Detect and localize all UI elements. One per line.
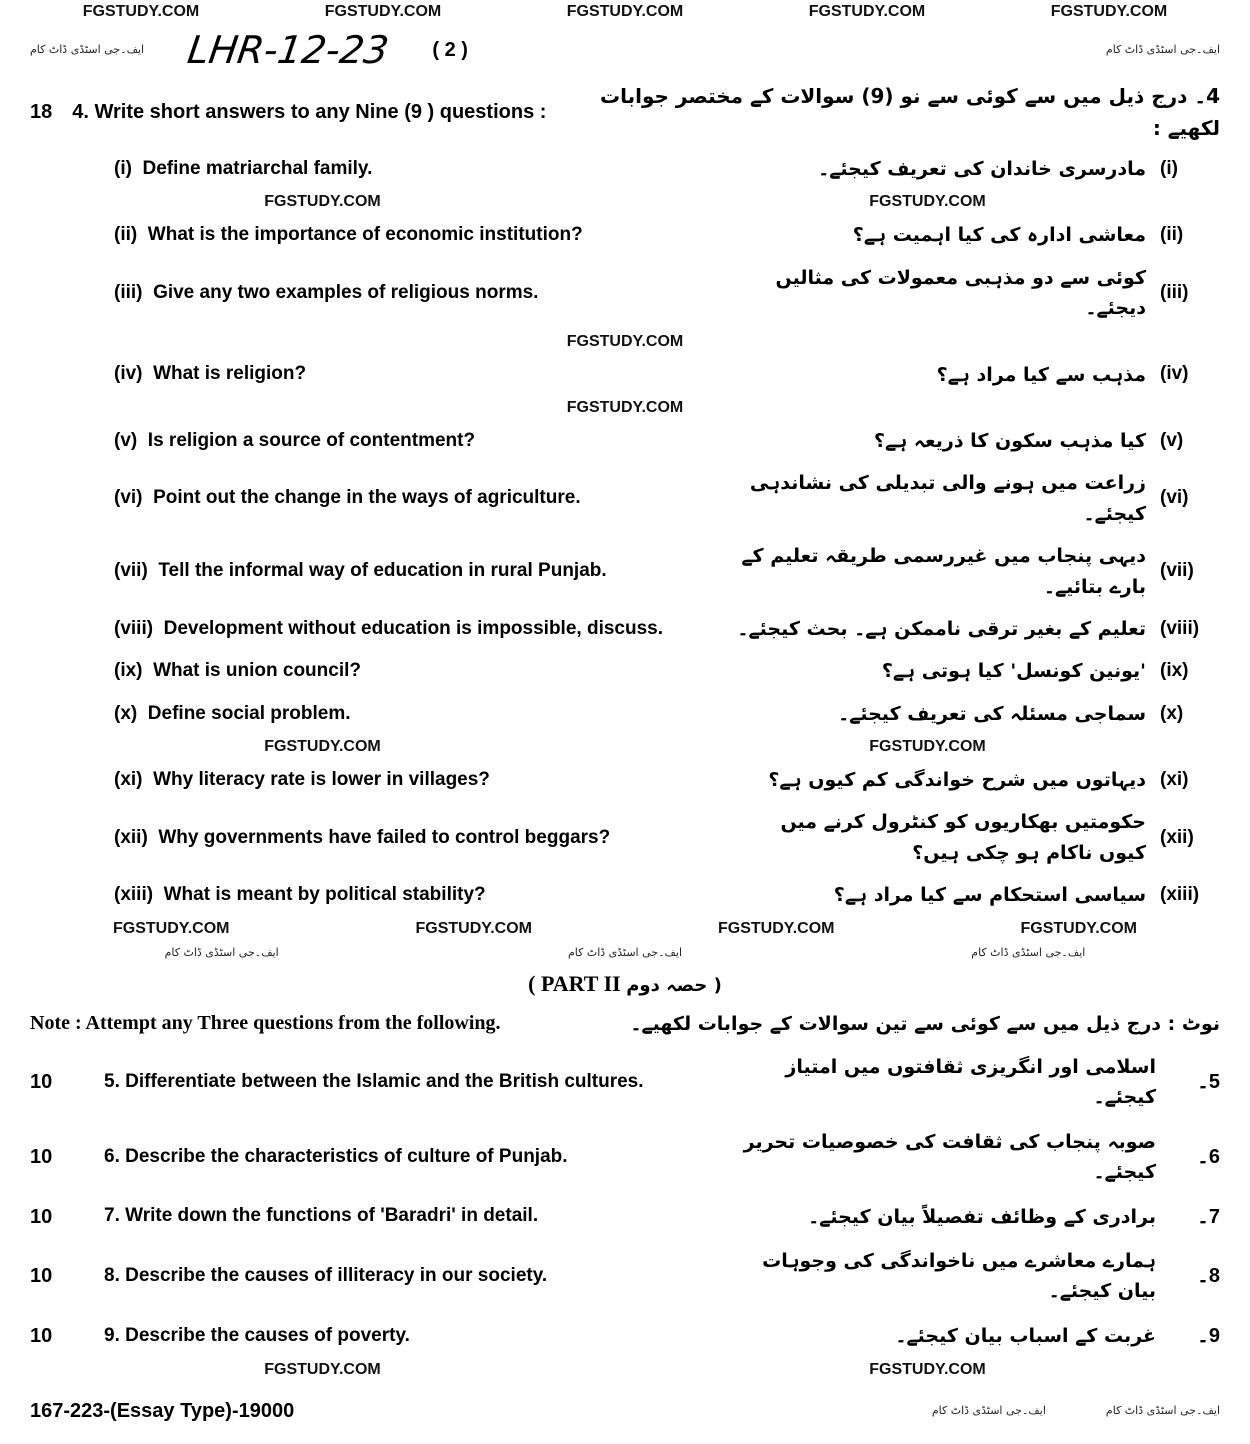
question-row (30, 462, 1220, 535)
long-question-en: 6. Describe the characteristics of culture of Punjab. (104, 1145, 568, 1167)
long-question-row (30, 1045, 1220, 1120)
question-ur: مذہب سے کیا مراد ہے؟ (936, 363, 1146, 386)
question-ur: دیہاتوں میں شرح خواندگی کم کیوں ہے؟ (768, 769, 1146, 792)
question-text: What is the importance of economic institution? (147, 224, 583, 246)
question-text: Development without education is impossible, discuss. (163, 617, 663, 639)
question-number-ur: (v) (1160, 429, 1184, 451)
long-question-en: 5. Differentiate between the Islamic and the British cultures. (104, 1071, 644, 1093)
question-ur: سیاسی استحکام سے کیا مراد ہے؟ (833, 884, 1146, 907)
long-question-row (30, 1195, 1220, 1239)
question-en (114, 157, 714, 182)
part2-note-ur: نوٹ : درج ذیل میں سے کوئی سے تین سوالات کے جوابات لکھیے۔ (630, 1012, 1220, 1035)
question-row (30, 801, 1220, 874)
question-en (114, 659, 714, 684)
section-instruction-en: 4. Write short answers to any Nine (9 ) questions : (72, 101, 547, 123)
watermark: FGSTUDY.COM (264, 738, 381, 756)
long-question-ur: برادری کے وظائف تفصیلاً بیان کیجئے۔ (808, 1205, 1156, 1228)
long-question-ur: صوبہ پنجاب کی ثقافت کی خصوصیات تحریر کیجئے۔ (743, 1130, 1156, 1184)
watermark: FGSTUDY.COM (566, 332, 684, 350)
header (30, 24, 1220, 76)
question-number: (x) (114, 702, 138, 724)
question-text: Tell the informal way of education in rural Punjab. (158, 560, 607, 582)
question-row (30, 874, 1220, 916)
watermark: FGSTUDY.COM (808, 3, 926, 20)
question-ur: زراعت میں ہونے والی تبدیلی کی نشاندہی کیجئے۔ (749, 472, 1146, 525)
question-en (114, 702, 714, 727)
question-en (114, 223, 714, 248)
question-text: Why governments have failed to control beggars? (158, 826, 611, 848)
question-number: (v) (114, 429, 138, 451)
long-question-en: 7. Write down the functions of 'Baradri' in detail. (104, 1205, 539, 1227)
question-ur: مادرسری خاندان کی تعریف کیجئے۔ (818, 158, 1146, 180)
watermark-row (30, 190, 1220, 214)
question-ur: حکومتیں بھکاریوں کو کنٹرول کرنے میں کیوں ناکام ہو چکی ہیں؟ (780, 811, 1146, 864)
question-number: (ii) (114, 224, 138, 246)
long-question-number-ur: 8۔ (1197, 1265, 1220, 1288)
question-marks: 10 (30, 1071, 53, 1094)
watermark: FGSTUDY.COM (113, 919, 230, 937)
question-number: (ix) (114, 660, 143, 682)
long-question-en: 9. Describe the causes of poverty. (104, 1324, 410, 1346)
question-ur: معاشی ادارہ کی کیا اہمیت ہے؟ (852, 224, 1146, 247)
watermark-row (30, 396, 1220, 420)
question-number-ur: (vi) (1160, 487, 1189, 509)
long-question-ur: غربت کے اسباب بیان کیجئے۔ (895, 1324, 1156, 1347)
part2-note (30, 1003, 1220, 1045)
section-instruction-ur: 4۔ درج ذیل میں سے کوئی سے نو (9) سوالات کے مختصر جوابات لکھیے : (600, 84, 1220, 140)
watermark-urdu: ایف۔جی اسٹڈی ڈاٹ کام (567, 945, 683, 959)
watermark: FGSTUDY.COM (869, 1361, 986, 1379)
question-text: What is religion? (153, 363, 307, 385)
question-en (114, 768, 714, 793)
watermark: FGSTUDY.COM (415, 919, 532, 937)
question-ur: کیا مذہب سکون کا ذریعہ ہے؟ (873, 429, 1146, 452)
question-en (114, 883, 714, 908)
question-number: (iii) (114, 281, 143, 303)
question-marks: 10 (30, 1205, 53, 1228)
watermark-urdu: ایف۔جی اسٹڈی ڈاٹ کام (1105, 1404, 1220, 1418)
question-number-ur: (xiii) (1160, 884, 1200, 906)
question-number: (viii) (114, 617, 154, 639)
question-row (30, 420, 1220, 462)
question-text: What is union council? (153, 660, 361, 682)
watermark: FGSTUDY.COM (324, 3, 442, 20)
question-number: (xii) (114, 826, 148, 848)
footer (30, 1382, 1220, 1424)
short-questions (30, 148, 1220, 965)
question-ur: تعلیم کے بغیر ترقی ناممکن ہے۔ بحث کیجئے۔ (737, 617, 1146, 640)
question-text: Why literacy rate is lower in villages? (153, 768, 490, 790)
long-question-row (30, 1314, 1220, 1358)
question-row (30, 608, 1220, 650)
question-number-ur: (xi) (1160, 768, 1189, 790)
watermark: FGSTUDY.COM (1020, 919, 1137, 937)
watermark-urdu: ایف۔جی اسٹڈی ڈاٹ کام (1105, 43, 1220, 56)
watermark: FGSTUDY.COM (566, 398, 684, 416)
question-row (30, 693, 1220, 735)
question-number-ur: (ix) (1160, 660, 1189, 682)
question-number-ur: (vii) (1160, 560, 1194, 582)
watermark: FGSTUDY.COM (264, 1361, 381, 1379)
question-number-ur: (viii) (1160, 617, 1200, 639)
section-instruction (30, 76, 1220, 148)
question-marks: 10 (30, 1324, 53, 1347)
question-row (30, 535, 1220, 608)
long-questions (30, 1045, 1220, 1358)
question-marks: 10 (30, 1265, 53, 1288)
question-en (114, 826, 714, 851)
section-marks: 18 (30, 101, 53, 123)
question-row (30, 354, 1220, 396)
long-question-en: 8. Describe the causes of illiteracy in our society. (104, 1265, 548, 1287)
watermark: FGSTUDY.COM (1050, 3, 1168, 20)
question-row (30, 650, 1220, 692)
watermark: FGSTUDY.COM (82, 3, 200, 20)
watermark-urdu: ایف۔جی اسٹڈی ڈاٹ کام (931, 1404, 1046, 1418)
watermark-row (30, 330, 1220, 354)
question-number-ur: (iv) (1160, 363, 1189, 385)
watermark: FGSTUDY.COM (566, 3, 684, 20)
question-text: What is meant by political stability? (163, 884, 486, 906)
watermark: FGSTUDY.COM (718, 919, 835, 937)
question-number-ur: (ii) (1160, 224, 1184, 246)
long-question-row (30, 1120, 1220, 1195)
long-question-number-ur: 6۔ (1197, 1146, 1220, 1169)
watermark: FGSTUDY.COM (869, 193, 986, 211)
paper-code: 167-223-(Essay Type)-19000 (30, 1400, 295, 1423)
question-number-ur: (x) (1160, 702, 1184, 724)
question-ur: دیہی پنجاب میں غیررسمی طریقہ تعلیم کے بارے بتائیے۔ (741, 545, 1146, 598)
watermark-row (30, 1358, 1220, 1382)
question-number: (iv) (114, 363, 143, 385)
long-question-row (30, 1239, 1220, 1314)
question-number: (xiii) (114, 884, 154, 906)
watermark-row (30, 917, 1220, 941)
watermark-urdu: ایف۔جی اسٹڈی ڈاٹ کام (971, 945, 1086, 959)
page-number: ( 2 ) (432, 39, 468, 61)
question-en (114, 429, 714, 454)
question-number-ur: (iii) (1160, 281, 1189, 303)
handwritten-code: LHR-12-23 (185, 28, 392, 72)
watermark-urdu: ایف۔جی اسٹڈی ڈاٹ کام (164, 945, 279, 959)
watermark: FGSTUDY.COM (869, 738, 986, 756)
watermark: FGSTUDY.COM (264, 193, 381, 211)
question-row (30, 257, 1220, 330)
question-number-ur: (i) (1160, 157, 1178, 179)
question-text: Give any two examples of religious norms. (153, 281, 539, 303)
long-question-ur: ہمارے معاشرے میں ناخواندگی کی وجوہات بیان کیجئے۔ (762, 1249, 1156, 1303)
question-number: (vi) (114, 487, 143, 509)
question-en (114, 559, 714, 584)
question-ur: 'یونین کونسل' کیا ہوتی ہے؟ (881, 660, 1146, 683)
long-question-number-ur: 7۔ (1197, 1205, 1220, 1228)
watermark-row (30, 941, 1220, 965)
question-text: Point out the change in the ways of agriculture. (153, 487, 581, 509)
watermark-row (30, 735, 1220, 759)
question-number: (xi) (114, 768, 143, 790)
part2-title: ( PART II حصہ دوم ) (528, 970, 722, 996)
question-en (114, 617, 714, 642)
question-number: (vii) (114, 560, 148, 582)
question-number-ur: (xii) (1160, 826, 1194, 848)
question-text: Define social problem. (147, 702, 351, 724)
question-text: Define matriarchal family. (142, 157, 373, 179)
watermark-row (30, 0, 1220, 24)
part2-note-en: Note : Attempt any Three questions from the following. (30, 1012, 501, 1035)
long-question-ur: اسلامی اور انگریزی ثقافتوں میں امتیاز کیجئے۔ (785, 1056, 1156, 1109)
question-row (30, 214, 1220, 256)
question-text: Is religion a source of contentment? (147, 429, 476, 451)
question-ur: سماجی مسئلہ کی تعریف کیجئے۔ (838, 702, 1146, 725)
long-question-number-ur: 9۔ (1197, 1324, 1220, 1347)
question-en (114, 281, 714, 306)
question-en (114, 486, 714, 511)
question-marks: 10 (30, 1146, 53, 1169)
question-row (30, 759, 1220, 801)
question-number: (i) (114, 157, 132, 179)
long-question-number-ur: 5۔ (1197, 1071, 1220, 1094)
question-ur: کوئی سے دو مذہبی معمولات کی مثالیں دیجئے۔ (775, 266, 1146, 320)
question-en (114, 362, 714, 387)
question-row (30, 148, 1220, 190)
watermark-urdu: ایف۔جی اسٹڈی ڈاٹ کام (30, 43, 145, 56)
